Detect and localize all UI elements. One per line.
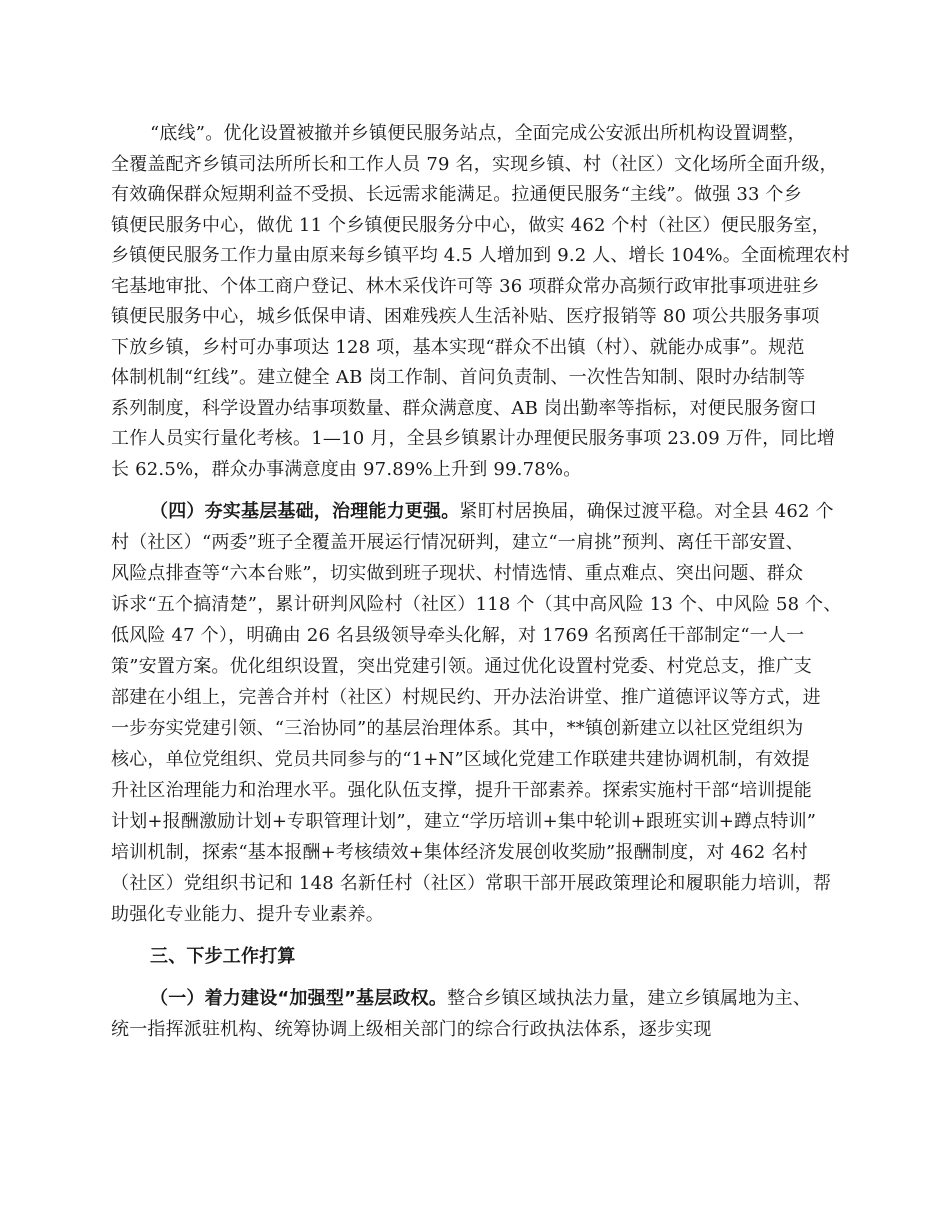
- text-line: 部建在小组上，完善合并村（社区）村规民约、开办法治讲堂、推广道德评议等方式，进: [111, 687, 821, 708]
- text-line: （社区）党组织书记和 148 名新任村（社区）常职干部开展政策理论和履职能力培训，帮: [111, 873, 832, 894]
- paragraph-first-line: [150, 501, 834, 523]
- text-line: 镇便民服务中心，做优 11 个乡镇便民服务分中心，做实 462 个村（社区）便民服务室，: [111, 215, 830, 236]
- paragraph-first-line: [150, 988, 811, 1010]
- text-line: 长 62.5%，群众办事满意度由 97.89%上升到 99.78%。: [111, 459, 582, 480]
- text-line: 统一指挥派驻机构、统筹协调上级相关部门的综合行政执法体系，逐步实现: [111, 1019, 712, 1040]
- text-line: 系列制度，科学设置办结事项数量、群众满意度、AB 岗出勤率等指标，对便民服务窗口: [111, 398, 817, 419]
- text-line: 低风险 47 个），明确由 26 名县级领导牵头化解，对 1769 名预离任干部制定“一人一: [111, 625, 805, 646]
- text-line: 策”安置方案。优化组织设置，突出党建引领。通过优化设置村党委、村党总支，推广支: [111, 656, 812, 677]
- text-line: 一步夯实党建引领、“三治协同”的基层治理体系。其中，**镇创新建立以社区党组织为: [111, 718, 804, 739]
- text-line: 全覆盖配齐乡镇司法所所长和工作人员 79 名，实现乡镇、村（社区）文化场所全面升级，: [111, 154, 838, 175]
- text-line: 体制机制“红线”。建立健全 AB 岗工作制、首问负责制、一次性告知制、限时办结制等: [111, 367, 806, 388]
- section-heading: 三、下步工作打算: [150, 946, 296, 967]
- text-line: 宅基地审批、个体工商户登记、林木采伐许可等 36 项群众常办高频行政审批事项进驻乡: [111, 276, 820, 297]
- text-line: 培训机制，探索“基本报酬+考核绩效+集体经济发展创收奖励”报酬制度，对 462 名村: [111, 842, 808, 863]
- text-line: 工作人员实行量化考核。1—10 月，全县乡镇累计办理便民服务事项 23.09 万件，同比增: [111, 428, 836, 449]
- text-line: 风险点排查等“六本台账”，切实做到班子现状、村情选情、重点难点、突出问题、群众: [111, 563, 804, 584]
- paragraph-text: 整合乡镇区域执法力量，建立乡镇属地为主、: [447, 988, 812, 1009]
- text-line: 村（社区）“两委”班子全覆盖开展运行情况研判，建立“一肩挑”预判、离任干部安置、: [111, 532, 804, 553]
- text-line: 核心，单位党组织、党员共同参与的“1+N”区域化党建工作联建共建协调机制，有效提: [111, 749, 810, 770]
- text-line: 计划+报酬激励计划+专职管理计划”，建立“学历培训+集中轮训+跟班实训+蹲点特训”: [111, 811, 817, 832]
- text-line: 有效确保群众短期利益不受损、长远需求能满足。拉通便民服务“主线”。做强 33 个乡: [111, 184, 802, 205]
- text-line: “底线”。优化设置被撤并乡镇便民服务站点，全面完成公安派出所机构设置调整，: [150, 123, 806, 144]
- text-line: 乡镇便民服务工作力量由原来每乡镇平均 4.5 人增加到 9.2 人、增长 104%。全面梳理农村: [111, 245, 850, 266]
- text-line: 下放乡镇，乡村可办事项达 128 项，基本实现“群众不出镇（村）、就能办成事”。规范: [111, 337, 805, 358]
- text-line: 助强化专业能力、提升专业素养。: [111, 904, 384, 925]
- paragraph-text: 紧盯村居换届，确保过渡平稳。对全县 462 个: [459, 501, 834, 522]
- paragraph-heading: （四）夯实基层基础，治理能力更强。: [150, 501, 460, 522]
- paragraph-heading: （一）着力建设“加强型”基层政权。: [150, 988, 448, 1009]
- text-line: 镇便民服务中心，城乡低保申请、困难残疾人生活补贴、医疗报销等 80 项公共服务事项: [111, 306, 820, 327]
- text-line: 升社区治理能力和治理水平。强化队伍支撑，提升干部素养。探索实施村干部“培训提能: [111, 780, 812, 801]
- text-line: 诉求“五个搞清楚”，累计研判风险村（社区）118 个（其中高风险 13 个、中风险 58 个、: [111, 594, 842, 615]
